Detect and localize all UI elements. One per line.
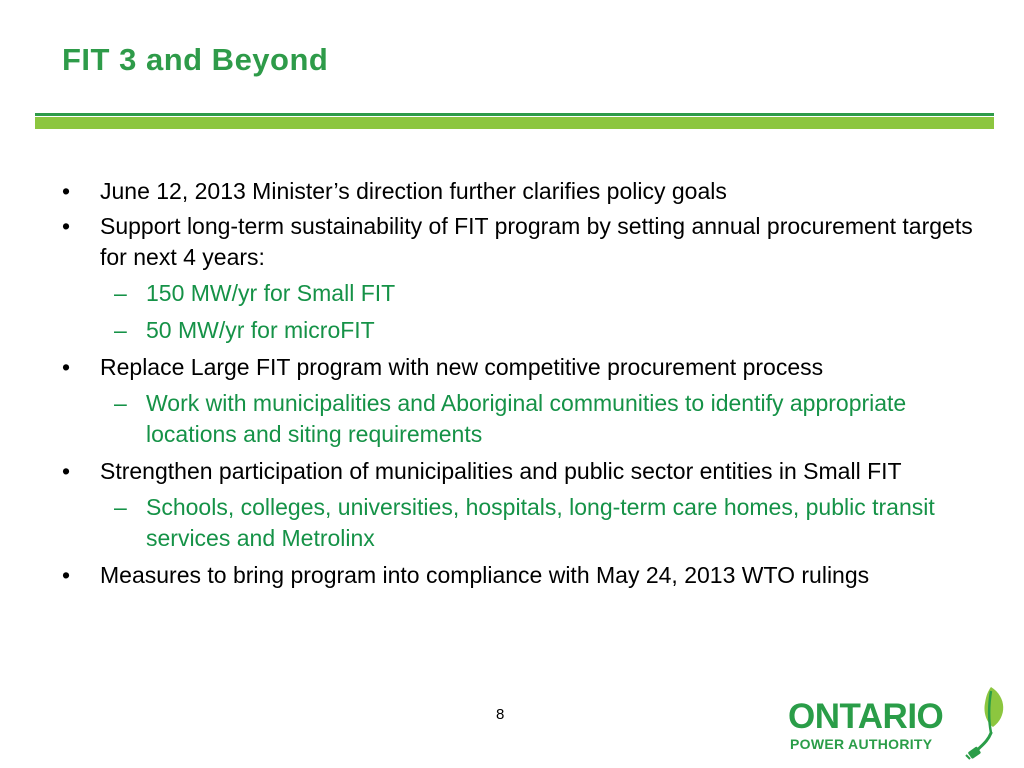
sub-bullet-item (100, 492, 982, 554)
bullet-item (62, 211, 982, 346)
slide-title: FIT 3 and Beyond (62, 42, 329, 77)
leaf-plug-icon (965, 683, 1013, 763)
bullet-text: Support long-term sustainability of FIT program by setting annual procurement targets for next 4 years: (100, 213, 973, 270)
title-divider-thin (35, 113, 994, 116)
logo-wordmark: ONTARIO (788, 697, 944, 736)
bullet-list (62, 176, 982, 595)
sub-bullet-item (100, 278, 982, 309)
sub-bullet-marker: – (114, 390, 127, 416)
bullet-item (62, 352, 982, 450)
sub-bullet-text: 150 MW/yr for Small FIT (146, 280, 396, 306)
bullet-marker: • (62, 562, 71, 588)
bullet-text: Replace Large FIT program with new competitive procurement process (100, 354, 824, 380)
title-divider-thick (35, 117, 994, 129)
sub-bullet-list (100, 388, 982, 450)
logo-subtitle: POWER AUTHORITY (790, 736, 933, 752)
sub-bullet-text: Schools, colleges, universities, hospitals, long-term care homes, public transit services and Metrolinx (146, 494, 935, 551)
sub-bullet-text: Work with municipalities and Aboriginal communities to identify appropriate locations and siting requirements (146, 390, 907, 447)
sub-bullet-item (100, 388, 982, 450)
bullet-marker: • (62, 354, 71, 380)
bullet-text: June 12, 2013 Minister’s direction further clarifies policy goals (100, 178, 727, 204)
ontario-power-authority-logo (780, 683, 1020, 768)
bullet-marker: • (62, 458, 71, 484)
sub-bullet-marker: – (114, 494, 127, 520)
bullet-text: Strengthen participation of municipalities and public sector entities in Small FIT (100, 458, 902, 484)
bullet-marker: • (62, 213, 71, 239)
sub-bullet-text: 50 MW/yr for microFIT (146, 317, 375, 343)
sub-bullet-marker: – (114, 280, 127, 306)
sub-bullet-list (100, 492, 982, 554)
sub-bullet-marker: – (114, 317, 127, 343)
bullet-item (62, 176, 982, 207)
sub-bullet-item (100, 315, 982, 346)
bullet-item (62, 456, 982, 554)
bullet-marker: • (62, 178, 71, 204)
sub-bullet-list (100, 278, 982, 346)
page-number: 8 (496, 706, 505, 723)
bullet-item (62, 560, 982, 591)
bullet-text: Measures to bring program into compliance with May 24, 2013 WTO rulings (100, 562, 870, 588)
